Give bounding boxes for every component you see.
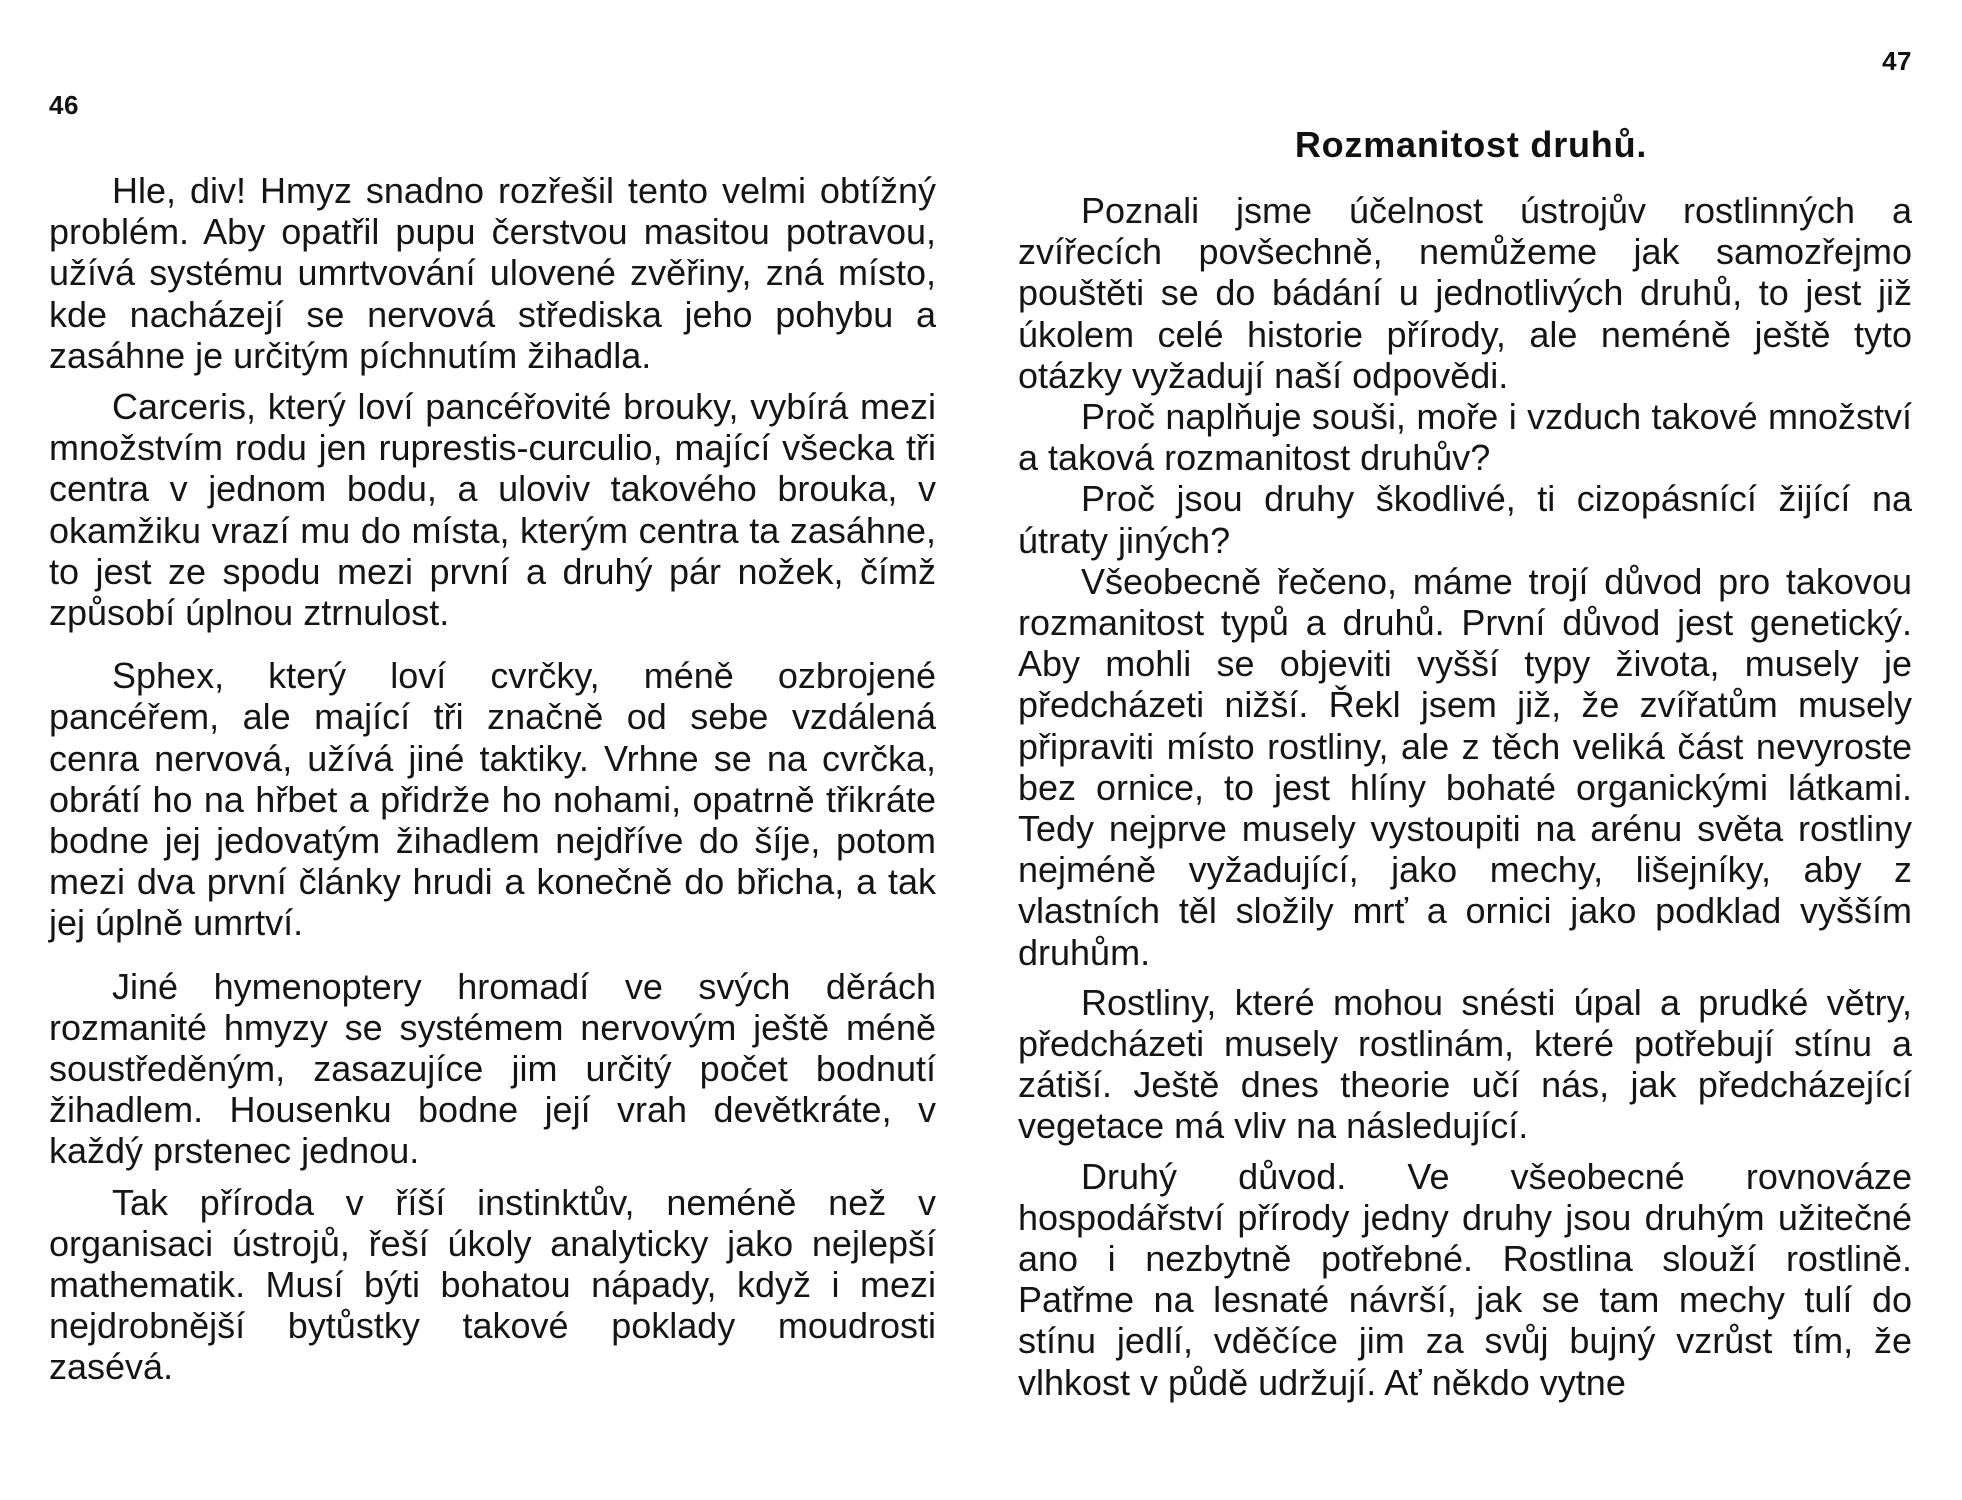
left-page xyxy=(0,0,980,1500)
paragraph: Jiné hymenoptery hromadí ve svých děrách rozmanité hmyzy se systémem nervovým ještě méně soustředěným, zasazujíce jim určitý počet bodnutí žihadlem. Housenku bodne její vrah devětkráte, v každý prstenec jednou. xyxy=(49,965,936,1172)
paragraph: Druhý důvod. Ve všeobecné rovnováze hospodářství přírody jedny druhy jsou druhým užitečné ano i nezbytně potřebné. Rostlina slouží rostlině. Patřme na lesnaté návrší, jak se tam mechy tulí do stínu jedlí, vděčíce jim za svůj bujný vzrůst tím, že vlhkost v půdě udržují. Ať někdo vytne xyxy=(1018,1155,1912,1403)
paragraph: Poznali jsme účelnost ústrojův rostlinných a zvířecích povšechně, nemůžeme jak samozřejmo pouštěti se do bádání u jednotlivých druhů, to jest již úkolem celé historie přírody, ale neméně ještě tyto otázky vyžadují naší odpovědi. xyxy=(1018,190,1912,396)
right-page-text xyxy=(1018,190,1912,1403)
left-page-text xyxy=(49,170,936,1388)
page-number-right: 47 xyxy=(1882,46,1912,76)
right-page xyxy=(980,0,1962,1500)
paragraph: Proč jsou druhy škodlivé, ti cizopásnící žijící na útraty jiných? xyxy=(1018,478,1912,561)
paragraph: Rostliny, které mohou snésti úpal a prudké větry, předcházeti musely rostlinám, které potřebují stínu a zátiší. Ještě dnes theorie učí nás, jak předcházející vegetace má vliv na následující. xyxy=(1018,981,1912,1147)
paragraph: Sphex, který loví cvrčky, méně ozbrojené pancéřem, ale mající tři značně od sebe vzdálená cenra nervová, užívá jiné taktiky. Vrhne se na cvrčka, obrátí ho na hřbet a přidrže ho nohami, opatrně třikráte bodne jej jedovatým žihadlem nejdříve do šíje, potom mezi dva první články hrudi a konečně do břicha, a tak jej úplně umrtví. xyxy=(49,655,936,944)
paragraph: Proč naplňuje souši, moře i vzduch takové množství a taková rozmanitost druhův? xyxy=(1018,396,1912,479)
section-title: Rozmanitost druhů. xyxy=(1294,124,1648,165)
paragraph: Tak příroda v říší instinktův, neméně než v organisaci ústrojů, řeší úkoly analyticky jako nejlepší mathematik. Musí býti bohatou nápady, když i mezi nejdrobnější bytůstky takové poklady moudrosti zasévá. xyxy=(49,1181,936,1388)
paragraph: Carceris, který loví pancéřovité brouky, vybírá mezi množstvím rodu jen ruprestis-curculio, mající všecka tři centra v jednom bodu, a uloviv takového brouka, v okamžiku vrazí mu do místa, kterým centra ta zasáhne, to jest ze spodu mezi první a druhý pár nožek, čímž způsobí úplnou ztrnulost. xyxy=(49,386,936,634)
paragraph: Všeobecně řečeno, máme trojí důvod pro takovou rozmanitost typů a druhů. První důvod jest genetický. Aby mohli se objeviti vyšší typy života, musely je předcházeti nižší. Řekl jsem již, že zvířatům musely připraviti místo rostliny, ale z těch veliká část nevyroste bez ornice, to jest hlíny bohaté organickými látkami. Tedy nejprve musely vystoupiti na arénu světa rostliny nejméně vyžadující, jako mechy, lišejníky, aby z vlastních těl složily mrť a ornici jako podklad vyšším druhům. xyxy=(1018,560,1912,973)
page-number-left: 46 xyxy=(49,90,79,120)
paragraph: Hle, div! Hmyz snadno rozřešil tento velmi obtížný problém. Aby opatřil pupu čerstvou masitou potravou, užívá systému umrtvování ulovené zvěřiny, zná místo, kde nacházejí se nervová střediska jeho pohybu a zasáhne je určitým píchnutím žihadla. xyxy=(49,170,936,376)
